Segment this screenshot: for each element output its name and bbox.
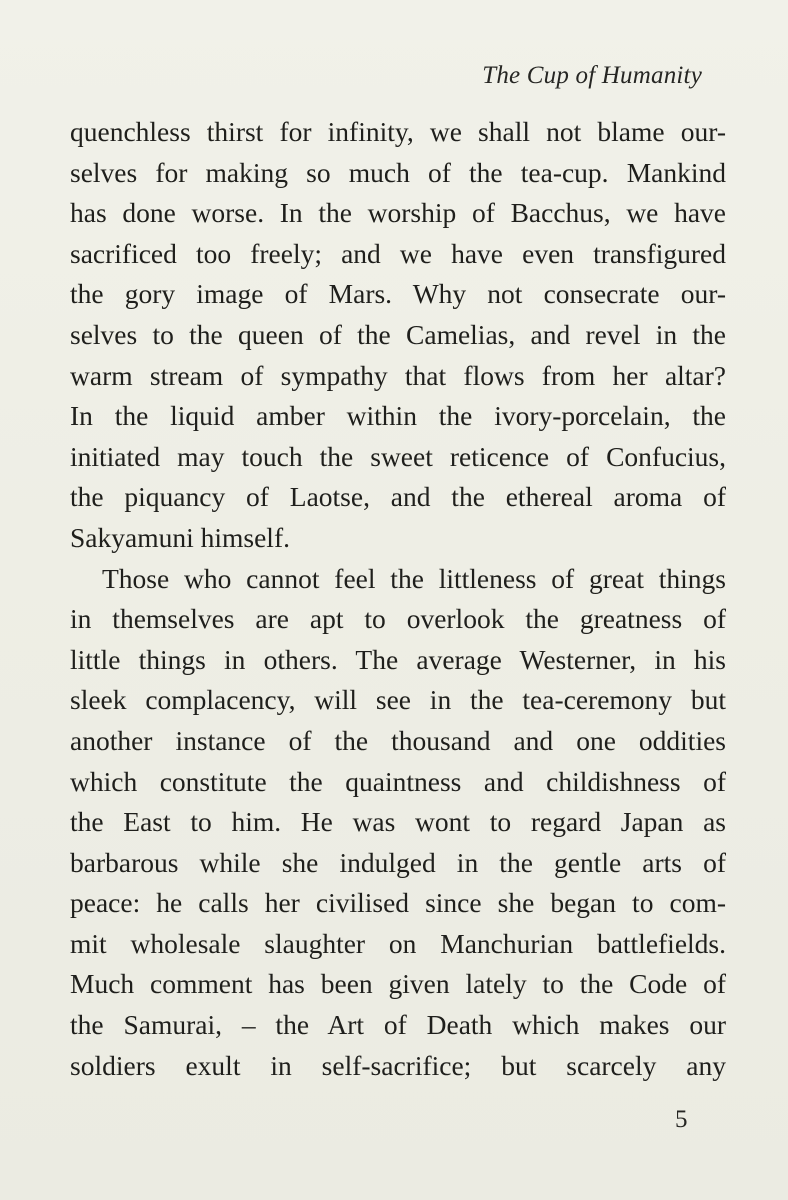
- text-line-paragraph-end: Sakyamuni himself.: [70, 521, 290, 553]
- text-line: which constitute the quaintness and childishness of: [70, 765, 726, 797]
- text-line: little things in others. The average Westerner, in his: [70, 643, 726, 675]
- text-line: another instance of the thousand and one oddities: [70, 724, 726, 756]
- text-line: sleek complacency, will see in the tea-ceremony but: [70, 684, 726, 716]
- text-line: selves to the queen of the Camelias, and revel in the: [70, 318, 726, 350]
- text-line: mit wholesale slaughter on Manchurian battlefields.: [70, 927, 726, 959]
- text-line: the Samurai, – the Art of Death which makes our: [70, 1009, 726, 1041]
- text-line: the gory image of Mars. Why not consecrate our-: [70, 278, 726, 310]
- text-line: selves for making so much of the tea-cup. Mankind: [70, 156, 726, 188]
- body-text: [70, 112, 726, 1086]
- text-line: Much comment has been given lately to the Code of: [70, 968, 726, 1000]
- text-line: the East to him. He was wont to regard Japan as: [70, 806, 726, 838]
- text-line: the piquancy of Laotse, and the ethereal aroma of: [70, 481, 726, 513]
- text-line: barbarous while she indulged in the gentle arts of: [70, 846, 726, 878]
- text-line: initiated may touch the sweet reticence of Confucius,: [70, 440, 726, 472]
- text-line: In the liquid amber within the ivory-porcelain, the: [70, 400, 726, 432]
- text-line: sacrificed too freely; and we have even transfigured: [70, 237, 726, 269]
- running-head: The Cup of Humanity: [482, 62, 702, 89]
- text-line: quenchless thirst for infinity, we shall not blame our-: [70, 116, 726, 147]
- text-line: peace: he calls her civilised since she began to com-: [70, 887, 726, 919]
- text-line-paragraph-start: Those who cannot feel the littleness of great things: [102, 562, 726, 594]
- text-line: in themselves are apt to overlook the greatness of: [70, 603, 726, 635]
- text-line: warm stream of sympathy that flows from her altar?: [70, 359, 726, 391]
- text-line: soldiers exult in self-sacrifice; but scarcely any: [70, 1049, 726, 1081]
- text-line: has done worse. In the worship of Bacchus, we have: [70, 197, 726, 229]
- page-number: 5: [675, 1106, 688, 1133]
